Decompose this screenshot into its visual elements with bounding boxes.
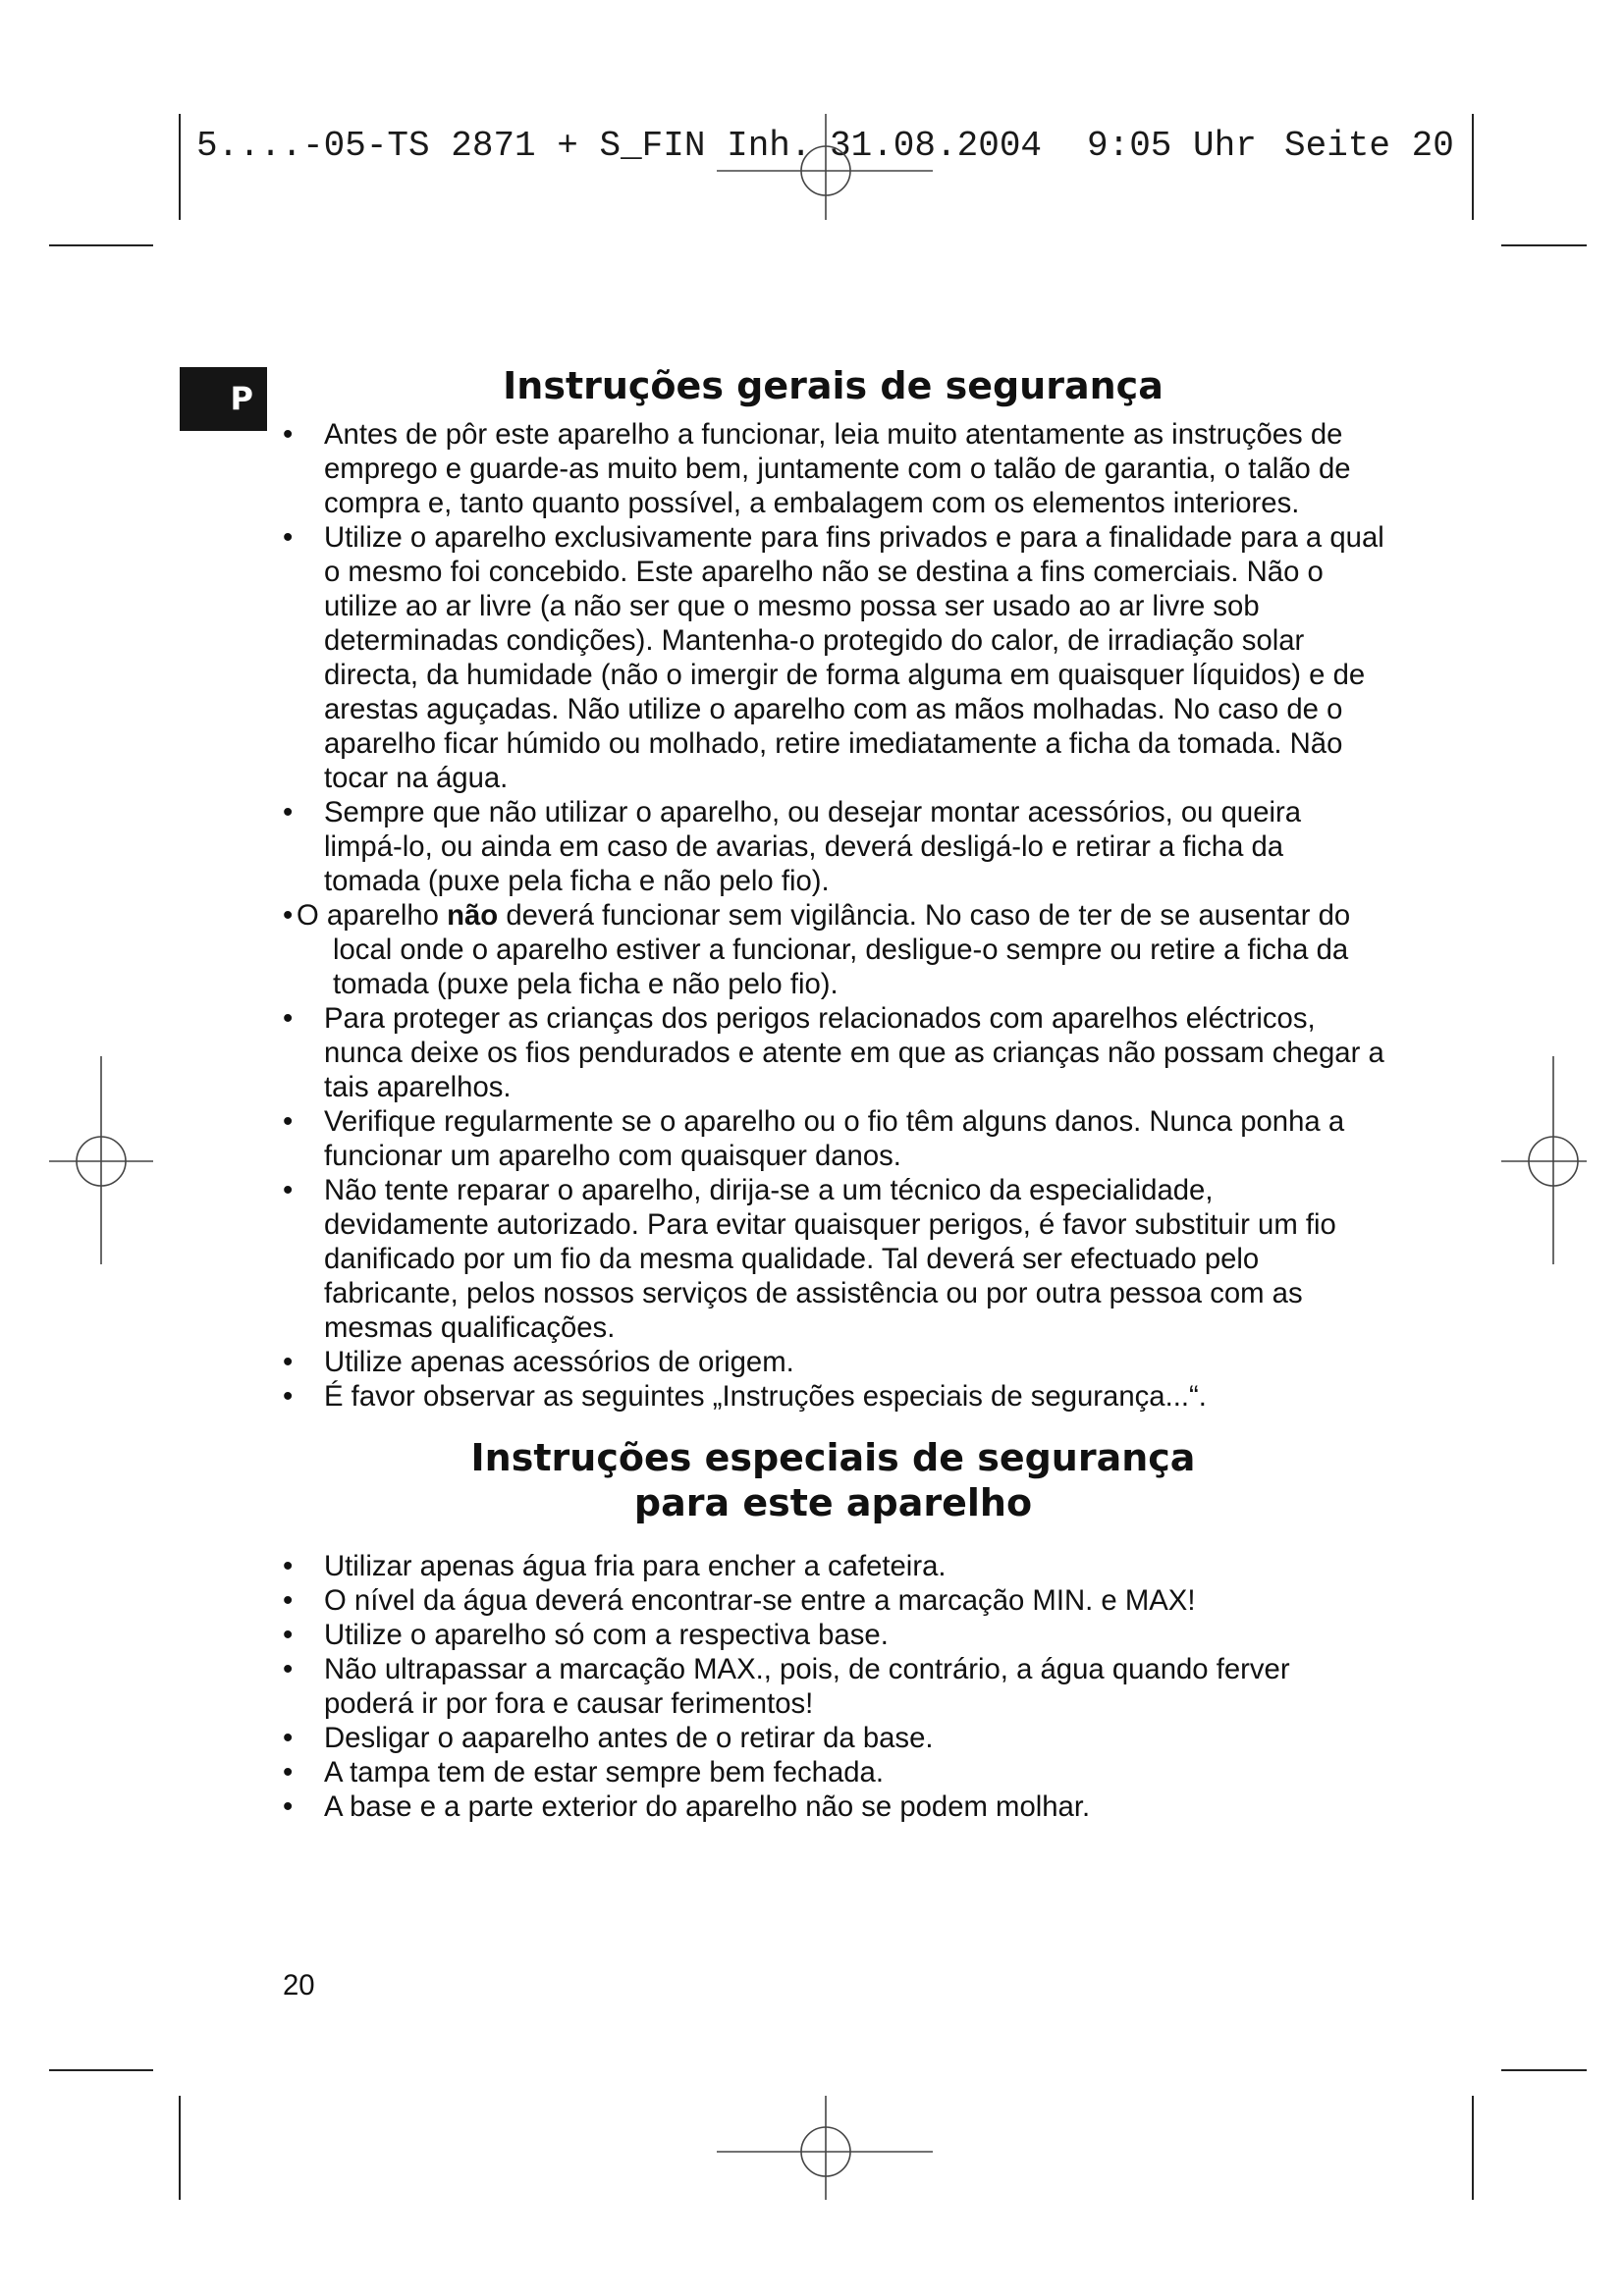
list-item: • O nível da água deverá encontrar-se entre a marcação MIN. e MAX! [281, 1583, 1385, 1618]
special-safety-title [281, 1435, 1385, 1525]
emphasis-text: não [447, 899, 499, 932]
print-slug: 5....-05-TS 2871 + S_FIN Inh. [196, 126, 812, 166]
registration-mark-right [1501, 1056, 1587, 1264]
list-item: • Utilize apenas acessórios de origem. [281, 1345, 1385, 1379]
registration-mark-bottom [717, 2096, 933, 2200]
list-item: • Antes de pôr este aparelho a funcionar, leia muito atentamente as instruções de emprego e guarde-as muito bem, juntamente com o talão de garantia, o talão de compra e, tanto quanto possível, a embalagem com os elementos interiores. [281, 417, 1385, 520]
print-date: 31.08.2004 [830, 126, 1043, 166]
list-item: • Não ultrapassar a marcação MAX., pois, de contrário, a água quando ferver poderá ir por fora e causar ferimentos! [281, 1652, 1385, 1721]
general-safety-list [281, 417, 1385, 1414]
registration-mark-left [49, 1056, 153, 1264]
special-safety-list [281, 1549, 1385, 1824]
page-number: 20 [283, 1969, 315, 2002]
general-safety-title: Instruções gerais de segurança [503, 364, 1164, 407]
document-body [281, 363, 1385, 1824]
list-item: • Sempre que não utilizar o aparelho, ou desejar montar acessórios, ou queira limpá-lo, ou ainda em caso de avarias, deverá desligá-lo e retirar a ficha da tomada (puxe pela ficha e não pelo fio). [281, 795, 1385, 898]
list-item: • Utilize o aparelho só com a respectiva base. [281, 1618, 1385, 1652]
list-item-text-start: O aparelho [297, 899, 448, 932]
list-item: • Verifique regularmente se o aparelho ou o fio têm alguns danos. Nunca ponha a funcionar um aparelho com quaisquer danos. [281, 1104, 1385, 1173]
list-item [281, 898, 1385, 1001]
special-safety-title-line-1: Instruções especiais de segurança [470, 1436, 1196, 1479]
list-item: • É favor observar as seguintes „Instruções especiais de segurança...“. [281, 1379, 1385, 1414]
print-slug-header [189, 122, 1461, 171]
list-item: • Utilizar apenas água fria para encher a cafeteira. [281, 1549, 1385, 1583]
list-item: • A base e a parte exterior do aparelho não se podem molhar. [281, 1789, 1385, 1824]
list-item-text-end: deverá funcionar sem vigilância. No caso de ter de se ausentar do local onde o aparelho estiver a funcionar, desligue-o sempre ou retire a ficha da tomada (puxe pela ficha e não pelo fio). [333, 899, 1351, 1000]
language-tab: P [180, 367, 267, 431]
list-item: • A tampa tem de estar sempre bem fechada. [281, 1755, 1385, 1789]
print-page-label: Seite 20 [1284, 126, 1454, 166]
list-item: • Utilize o aparelho exclusivamente para fins privados e para a finalidade para a qual o mesmo foi concebido. Este aparelho não se destina a fins comerciais. Não o utilize ao ar livre (a não ser que o mesmo possa ser usado ao ar livre sob determinadas condições). Mantenha-o protegido do calor, de irradiação solar directa, da humidade (não o imergir de forma alguma em quaisquer líquidos) e de arestas aguçadas. Não utilize o aparelho com as mãos molhadas. No caso de o aparelho ficar húmido ou molhado, retire imediatamente a ficha da tomada. Não tocar na água. [281, 520, 1385, 795]
list-item: • Desligar o aaparelho antes de o retirar da base. [281, 1721, 1385, 1755]
special-safety-title-line-2: para este aparelho [633, 1481, 1033, 1524]
list-item: • Para proteger as crianças dos perigos relacionados com aparelhos eléctricos, nunca deixe os fios pendurados e atente em que as crianças não possam chegar a tais aparelhos. [281, 1001, 1385, 1104]
print-time: 9:05 Uhr [1087, 126, 1257, 166]
list-item: • Não tente reparar o aparelho, dirija-se a um técnico da especialidade, devidamente autorizado. Para evitar quaisquer perigos, é favor substituir um fio danificado por um fio da mesma qualidade. Tal deverá ser efectuado pelo fabricante, pelos nossos serviços de assistência ou por outra pessoa com as mesmas qualificações. [281, 1173, 1385, 1345]
